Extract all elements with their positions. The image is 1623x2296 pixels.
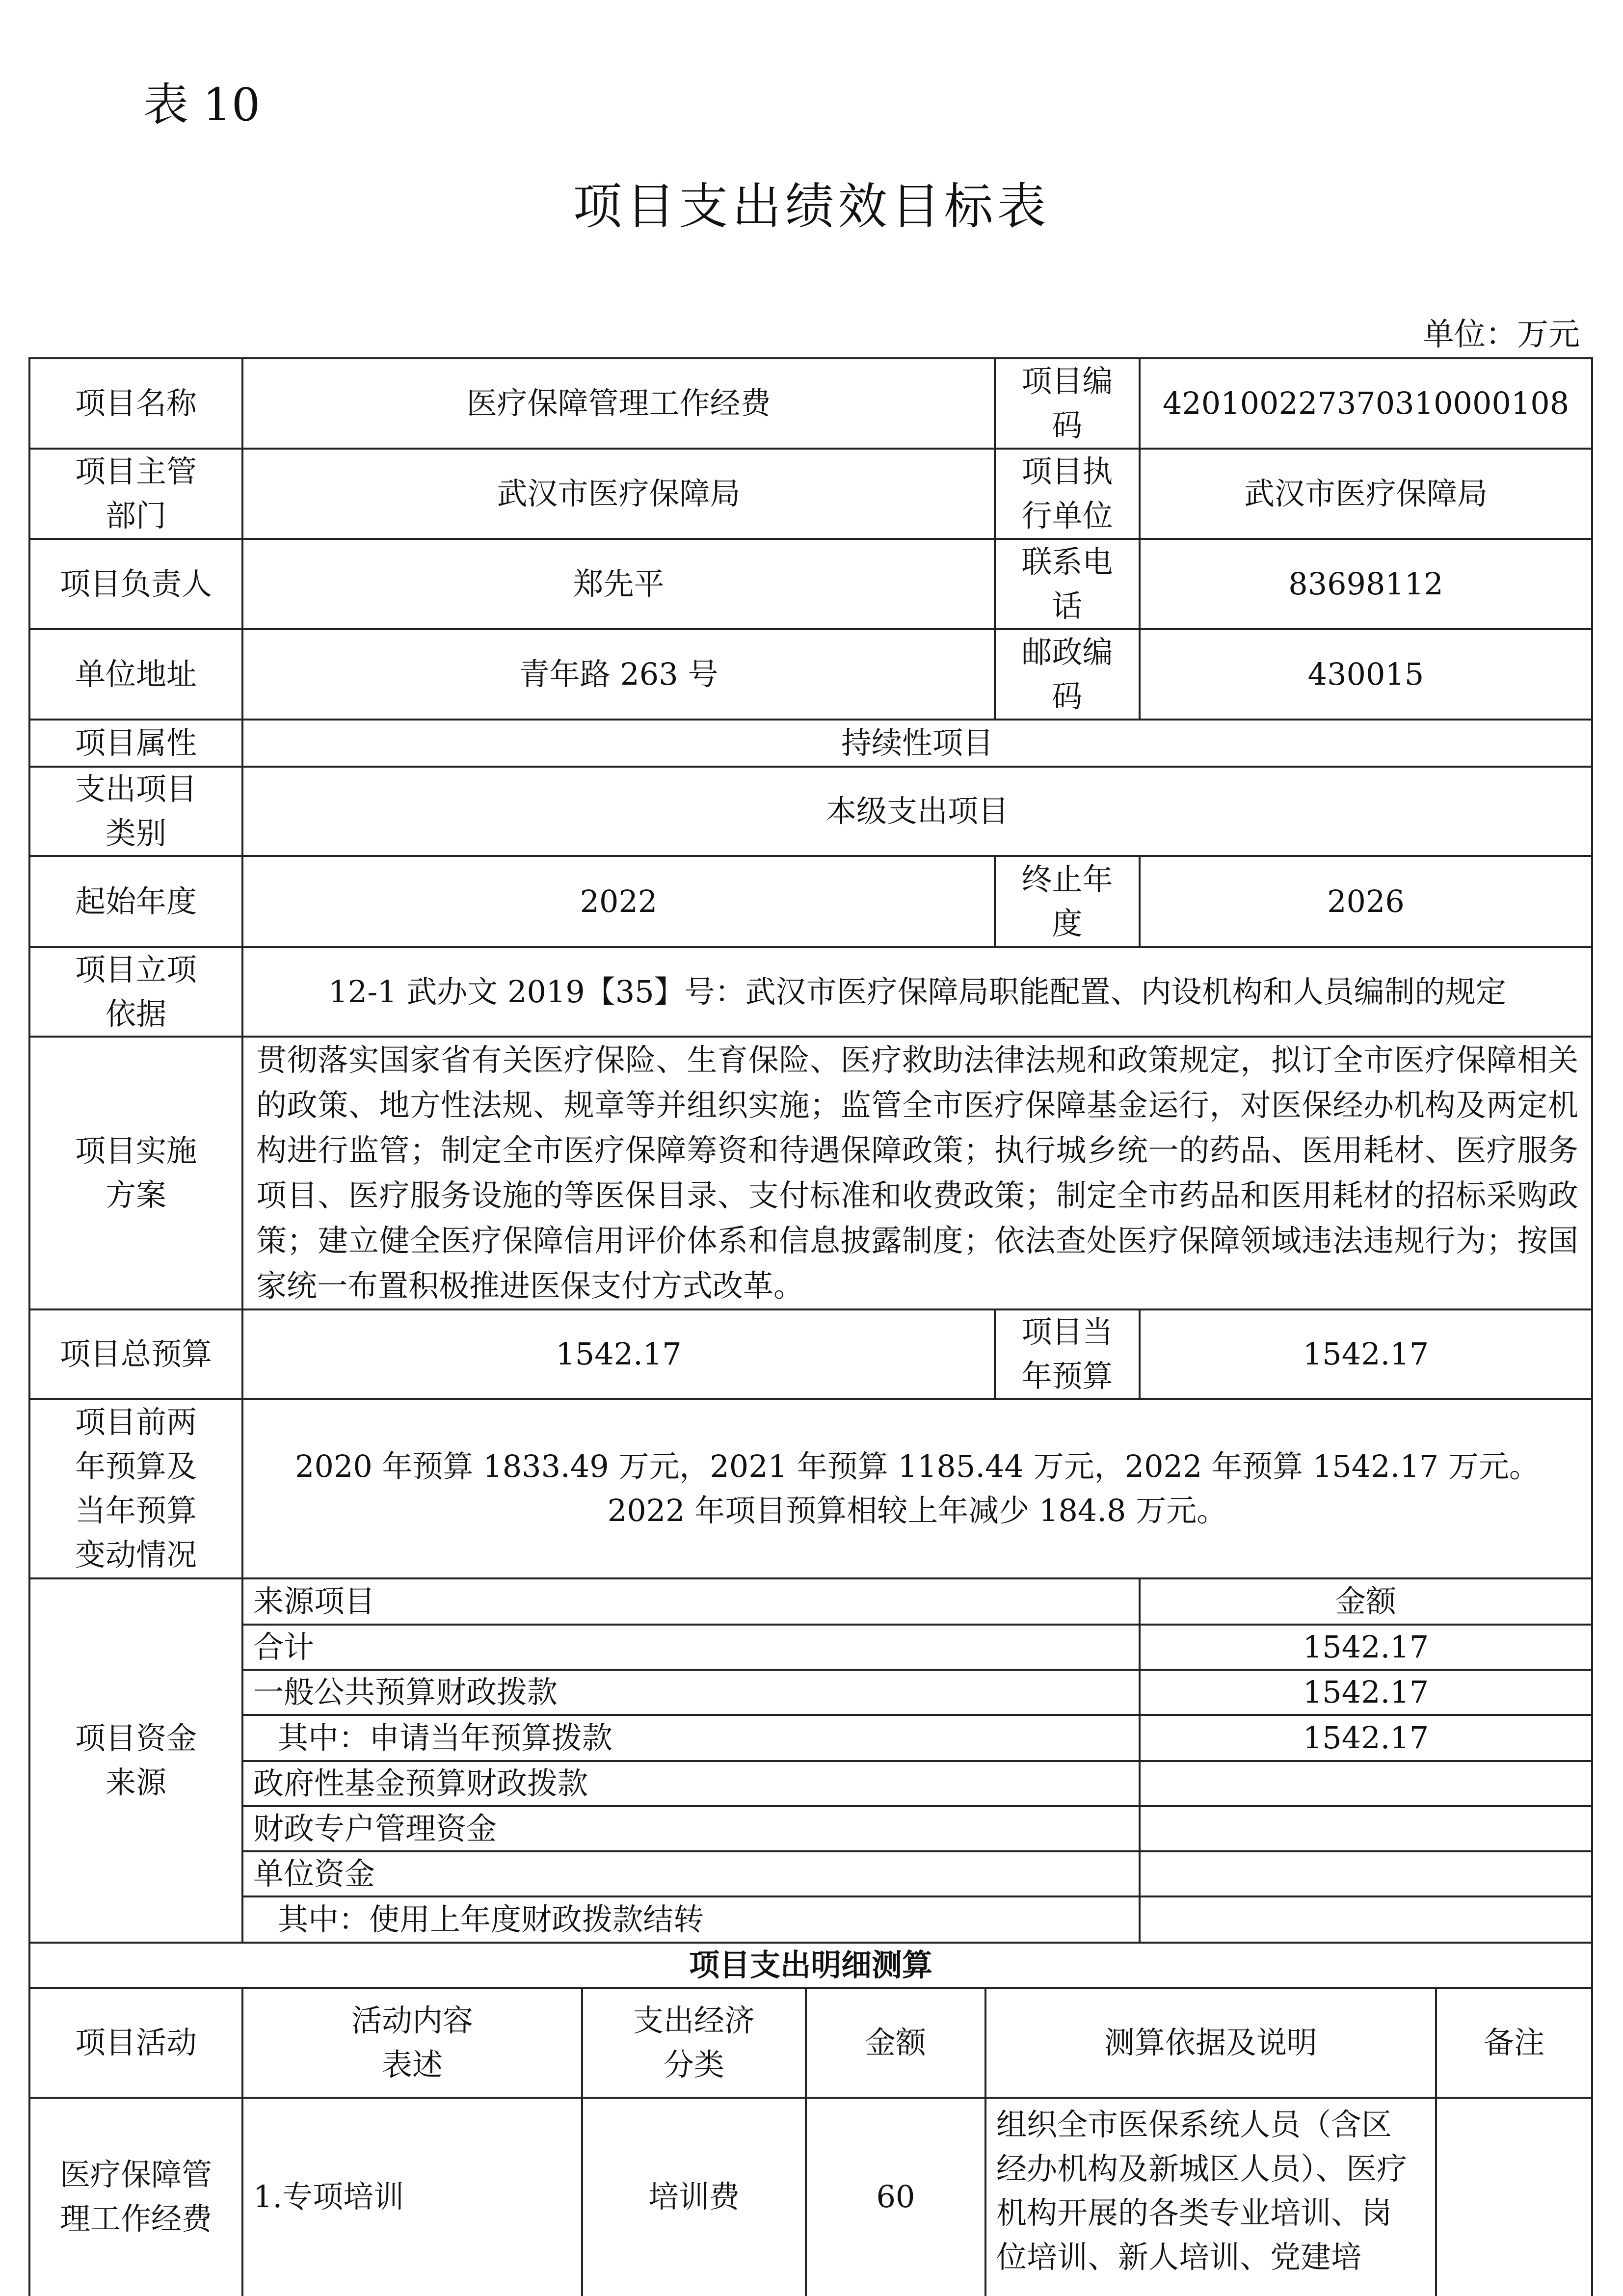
detail-header: 备注 (1483, 2025, 1544, 2060)
basis-value: 12-1 武办文 2019【35】号：武汉市医疗保障局职能配置、内设机构和人员编制的规定 (328, 974, 1506, 1010)
start-year-label: 起始年度 (75, 883, 197, 919)
total-budget-value: 1542.17 (556, 1336, 682, 1372)
detail-note (1437, 2099, 1591, 2295)
project-code-label: 项目编码 (1021, 363, 1113, 443)
document-title: 项目支出绩效目标表 (573, 178, 1050, 235)
funding-amount: 1542.17 (1303, 1674, 1429, 1710)
detail-basis: 组织全市医保系统人员（含区经办机构及新城区人员）、医疗机构开展的各类专业培训、岗位培训、新人培训、党建培 (996, 2107, 1408, 2275)
dept-value: 武汉市医疗保障局 (497, 476, 741, 511)
category-label: 支出项目类别 (75, 771, 197, 851)
funding-amount: 1542.17 (1303, 1629, 1429, 1665)
leader-value: 郑先平 (573, 566, 665, 602)
table-number: 表 10 (143, 79, 261, 131)
project-name-label: 项目名称 (75, 385, 197, 421)
funding-amount (1141, 1762, 1591, 1805)
detail-amount: 60 (876, 2179, 915, 2215)
detail-header: 测算依据及说明 (1104, 2025, 1317, 2060)
address-label: 单位地址 (75, 656, 197, 692)
unit-label: 单位：万元 (1423, 317, 1580, 353)
funding-amount (1141, 1852, 1591, 1896)
budget-change-label: 项目前两年预算及当年预算变动情况 (75, 1404, 197, 1573)
zip-label: 邮政编码 (1021, 634, 1113, 714)
dept-label: 项目主管部门 (75, 454, 197, 534)
funding-amount (1141, 1807, 1591, 1850)
address-value: 青年路 263 号 (519, 656, 718, 692)
phone-label: 联系电话 (1021, 544, 1113, 624)
detail-header: 项目活动 (75, 2025, 197, 2060)
funding-header-amount: 金额 (1335, 1583, 1396, 1619)
detail-section-title: 项目支出明细测算 (689, 1947, 932, 1983)
budget-change-value: 2020 年预算 1833.49 万元，2021 年预算 1185.44 万元，2022 年预算 1542.17 万元。2022 年项目预算相较上年减少 184.8 万元。 (295, 1448, 1540, 1528)
funding-source: 单位资金 (253, 1856, 375, 1892)
exec-unit-value: 武汉市医疗保障局 (1244, 476, 1488, 511)
basis-label: 项目立项依据 (75, 952, 197, 1032)
leader-label: 项目负责人 (59, 566, 212, 602)
funding-source: 政府性基金预算财政拨款 (253, 1765, 588, 1801)
detail-header: 活动内容表述 (351, 2002, 473, 2082)
funding-amount: 1542.17 (1303, 1720, 1429, 1756)
funding-source: 一般公共预算财政拨款 (253, 1674, 558, 1710)
end-year-value: 2026 (1327, 883, 1405, 919)
category-value: 本级支出项目 (825, 793, 1009, 829)
end-year-label: 终止年度 (1021, 861, 1113, 941)
funding-source: 其中：使用上年度财政拨款结转 (278, 1901, 704, 1937)
start-year-value: 2022 (580, 883, 658, 919)
funding-amount (1141, 1897, 1591, 1942)
plan-value: 贯彻落实国家省有关医疗保险、生育保险、医疗救助法律法规和政策规定，拟订全市医疗保障相关的政策、地方性法规、规章等并组织实施；监管全市医疗保障基金运行，对医保经办机构及两定机构进行监管；制定全市医疗保障筹资和待遇保障政策；执行城乡统一的药品、医用耗材、医疗服务项目、医疗服务设施的等医保目录、支付标准和收费政策；制定全市药品和医用耗材的招标采购政策；建立健全医疗保障信用评价体系和信息披露制度；依法查处医疗保障领域违法违规行为；按国家统一布置积极推进医保支付方式改革。 (256, 1042, 1578, 1304)
phone-value: 83698112 (1288, 566, 1443, 602)
detail-content: 1.专项培训 (253, 2179, 404, 2215)
detail-econ-class: 培训费 (648, 2179, 740, 2215)
funding-label: 项目资金来源 (75, 1720, 197, 1800)
year-budget-label: 项目当年预算 (1021, 1314, 1113, 1394)
project-code-value: 420100227370310000108 (1162, 385, 1570, 421)
funding-source: 合计 (253, 1629, 315, 1665)
funding-source: 其中：申请当年预算拨款 (278, 1720, 613, 1756)
detail-header: 金额 (865, 2025, 926, 2060)
total-budget-label: 项目总预算 (59, 1336, 212, 1372)
exec-unit-label: 项目执行单位 (1021, 454, 1113, 534)
project-name-value: 医疗保障管理工作经费 (466, 385, 771, 421)
zip-value: 430015 (1307, 656, 1424, 692)
detail-activity: 医疗保障管理工作经费 (59, 2157, 212, 2237)
funding-header-source: 来源项目 (253, 1583, 375, 1619)
plan-label: 项目实施方案 (75, 1133, 197, 1213)
year-budget-value: 1542.17 (1303, 1336, 1429, 1372)
attribute-label: 项目属性 (75, 725, 197, 761)
detail-header: 支出经济分类 (633, 2002, 755, 2082)
attribute-value: 持续性项目 (841, 725, 993, 761)
funding-source: 财政专户管理资金 (253, 1811, 497, 1846)
